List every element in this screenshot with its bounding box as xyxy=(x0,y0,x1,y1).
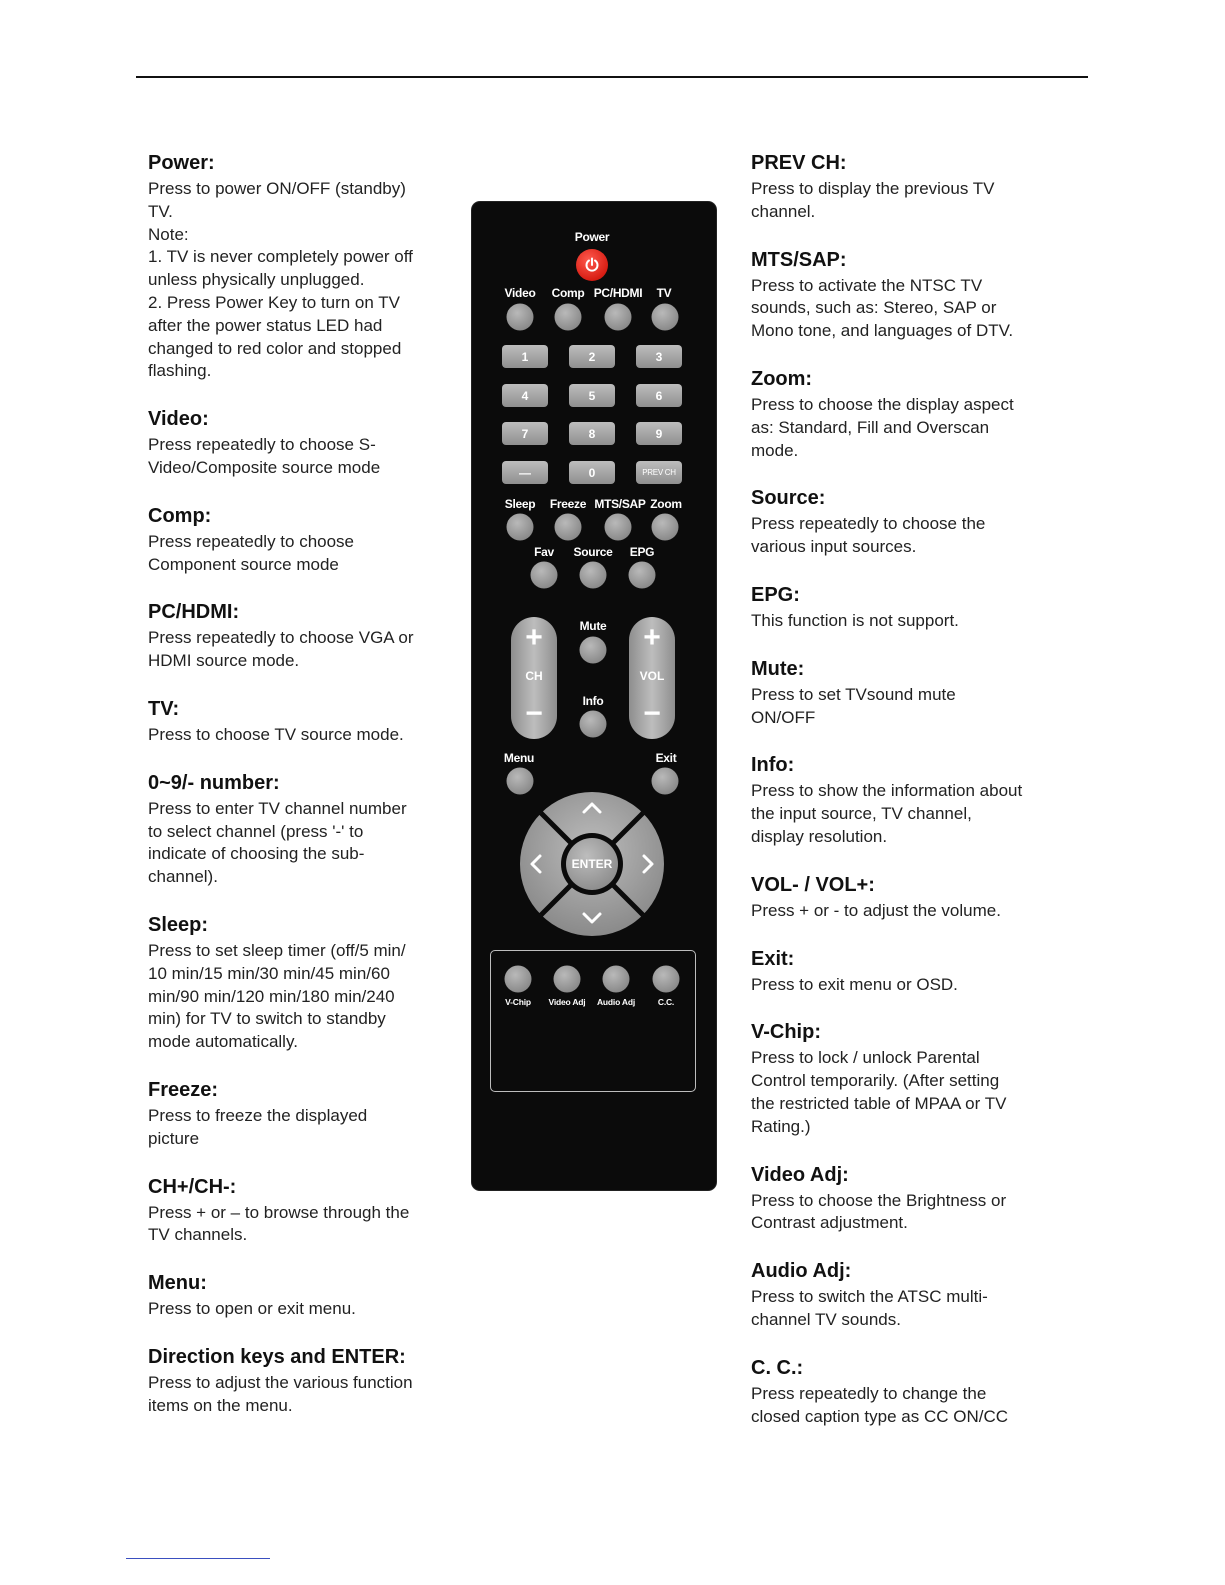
entry-description-line: to select channel (press '-' to xyxy=(148,821,364,841)
audio-adj-button xyxy=(603,966,630,993)
entry-title: Video: xyxy=(148,408,209,431)
entry-description-line: 2. Press Power Key to turn on TV xyxy=(148,292,400,312)
mts-sap-button xyxy=(605,514,632,541)
entry-description-line: Press to exit menu or OSD. xyxy=(751,974,958,994)
entry-description-line: channel TV sounds. xyxy=(751,1309,901,1329)
entry-description-line: Note: xyxy=(148,224,189,244)
entry-mts-sap xyxy=(751,247,1076,343)
entry-title: C. C.: xyxy=(751,1356,804,1379)
entry-description-line: Contrast adjustment. xyxy=(751,1213,908,1233)
zoom-label: Zoom xyxy=(650,497,682,511)
source-label: Source xyxy=(573,545,613,559)
entry-description-line: Rating.) xyxy=(751,1116,811,1136)
entry-title: CH+/CH-: xyxy=(148,1175,237,1198)
exit-label: Exit xyxy=(655,751,677,765)
enter-button: ENTER xyxy=(566,838,618,890)
remote-control-illustration xyxy=(472,202,716,1190)
power-icon xyxy=(584,257,600,273)
entry-description-line: Press to choose the display aspect xyxy=(751,394,1014,414)
num-key-5: 5 xyxy=(569,384,615,407)
entry-source xyxy=(751,485,1076,559)
entry-description-line: picture xyxy=(148,1128,200,1148)
entry-description-line: Press to set TVsound mute xyxy=(751,684,956,704)
entry-description-line: Press repeatedly to choose VGA or xyxy=(148,628,414,648)
v-chip-button xyxy=(505,966,532,993)
entry-exit xyxy=(751,946,1076,997)
entry-v-chip xyxy=(751,1019,1076,1138)
sleep-label: Sleep xyxy=(504,497,536,511)
entry-description-line: channel). xyxy=(148,867,218,887)
comp-button xyxy=(555,304,582,331)
info-label: Info xyxy=(582,694,604,708)
mute-button xyxy=(580,637,607,664)
entry-title: Zoom: xyxy=(751,367,813,390)
entry-description-line: ON/OFF xyxy=(751,707,816,727)
pchdmi-button xyxy=(605,304,632,331)
zoom-button xyxy=(652,514,679,541)
header-rule xyxy=(136,76,1088,78)
entry-description-line: Press to display the previous TV xyxy=(751,179,995,198)
entry-description-line: 10 min/15 min/30 min/45 min/60 xyxy=(148,963,390,983)
entry-video xyxy=(148,406,458,480)
entry-title: Source: xyxy=(751,487,826,510)
source-button xyxy=(580,562,607,589)
entry-description-line: after the power status LED had xyxy=(148,315,383,335)
entry-title: Freeze: xyxy=(148,1078,219,1101)
pchdmi-label: PC/HDMI xyxy=(593,286,643,300)
num-key-8: 8 xyxy=(569,422,615,445)
menu-button xyxy=(507,768,534,795)
num-key-1: 1 xyxy=(502,345,548,368)
entry-prev-ch xyxy=(751,150,1076,224)
entry-description-line: min/90 min/120 min/180 min/240 xyxy=(148,986,395,1006)
entry-description-line: Press + or - to adjust the volume. xyxy=(751,900,1001,920)
entry-title: Menu: xyxy=(148,1272,207,1295)
entry-power xyxy=(148,150,458,383)
entry-description-line: Press to open or exit menu. xyxy=(148,1299,356,1319)
num-key-2: 2 xyxy=(569,345,615,368)
entry-description-line: Press to set sleep timer (off/5 min/ xyxy=(148,940,406,960)
fav-label: Fav xyxy=(534,545,554,559)
entry-tv xyxy=(148,696,458,747)
entry-description-line: TV channels. xyxy=(148,1225,248,1245)
num-key-6: 6 xyxy=(636,384,682,407)
entry-direction-keys-and-enter xyxy=(148,1344,458,1418)
ch-plus-icon: + xyxy=(525,621,543,654)
entry-title: EPG: xyxy=(751,583,800,606)
left-column xyxy=(148,150,458,1441)
entry-title: PREV CH: xyxy=(751,152,847,174)
entry-title: VOL- / VOL+: xyxy=(751,873,875,896)
entry-description-line: This function is not support. xyxy=(751,610,959,630)
entry-description-line: display resolution. xyxy=(751,826,888,846)
power-label: Power xyxy=(574,230,610,244)
entry-description-line: channel. xyxy=(751,201,816,221)
menu-label: Menu xyxy=(503,751,535,765)
entry-description-line: Press + or – to browse through the xyxy=(148,1202,410,1222)
entry-description-line: various input sources. xyxy=(751,537,917,557)
ch-rocker xyxy=(511,617,557,739)
entry-description-line: the input source, TV channel, xyxy=(751,804,972,824)
entry-description-line: TV. xyxy=(148,201,173,221)
entry-description-line: Press to choose the Brightness or xyxy=(751,1190,1007,1210)
video-button xyxy=(507,304,534,331)
entry-freeze xyxy=(148,1077,458,1151)
mts-sap-label: MTS/SAP xyxy=(594,497,646,511)
video-label: Video xyxy=(504,286,536,300)
entry-description-line: Press repeatedly to choose xyxy=(148,531,355,551)
num-key-3: 3 xyxy=(636,345,682,368)
entry-description-line: as: Standard, Fill and Overscan xyxy=(751,417,990,437)
entry-description-line: indicate of choosing the sub- xyxy=(148,844,365,864)
entry-description-line: Press to lock / unlock Parental xyxy=(751,1048,980,1068)
entry-description-line: mode. xyxy=(751,440,799,460)
entry-description-line: Press to enter TV channel number xyxy=(148,798,407,818)
ch-minus-icon: − xyxy=(525,697,543,730)
entry-description-line: Press to adjust the various function xyxy=(148,1372,413,1392)
info-button xyxy=(580,711,607,738)
num-key-0: 0 xyxy=(569,461,615,484)
entry-title: Info: xyxy=(751,754,795,777)
sleep-button xyxy=(507,514,534,541)
entry-description-line: Press to choose TV source mode. xyxy=(148,724,404,744)
entry-ch-ch xyxy=(148,1174,458,1248)
entry-video-adj xyxy=(751,1162,1076,1236)
entry-description-line: Press to show the information about xyxy=(751,781,1023,801)
entry-title: Video Adj: xyxy=(751,1163,849,1186)
prev-ch-key: PREV CH xyxy=(636,461,682,484)
num-key-4: 4 xyxy=(502,384,548,407)
ch-label: CH xyxy=(525,669,543,683)
entry-mute xyxy=(751,656,1076,730)
entry-description-line: Press to activate the NTSC TV xyxy=(751,275,983,295)
entry-description-line: min) for TV to switch to standby xyxy=(148,1009,386,1029)
entry-sleep xyxy=(148,912,458,1054)
video-adj-button xyxy=(554,966,581,993)
vol-plus-icon: + xyxy=(643,621,661,654)
cc-button xyxy=(653,966,680,993)
entry-zoom xyxy=(751,366,1076,462)
mute-label: Mute xyxy=(579,619,607,633)
right-column xyxy=(751,150,1076,1451)
entry-description-line: Mono tone, and languages of DTV. xyxy=(751,321,1014,341)
entry-description-line: items on the menu. xyxy=(148,1395,293,1415)
power-button xyxy=(576,249,608,281)
vol-rocker xyxy=(629,617,675,739)
exit-button xyxy=(652,768,679,795)
entry-description-line: Press repeatedly to change the xyxy=(751,1383,987,1403)
video-adj-label: Video Adj xyxy=(548,997,586,1007)
entry-description-line: Press repeatedly to choose the xyxy=(751,514,986,534)
entry-title: Comp: xyxy=(148,504,212,527)
num-key-9: 9 xyxy=(636,422,682,445)
entry-audio-adj xyxy=(751,1258,1076,1332)
entry-description-line: unless physically unplugged. xyxy=(148,270,365,290)
entry-title: Mute: xyxy=(751,657,805,680)
dash-key: — xyxy=(502,461,548,484)
entry-title: Power: xyxy=(148,152,215,174)
entry-c-c xyxy=(751,1355,1076,1429)
entry-title: Sleep: xyxy=(148,913,209,936)
freeze-button xyxy=(555,514,582,541)
entry-pc-hdmi xyxy=(148,599,458,673)
entry-info xyxy=(751,752,1076,848)
entry-title: Direction keys and ENTER: xyxy=(148,1345,406,1368)
direction-pad xyxy=(517,792,669,937)
entry-description-line: Press to power ON/OFF (standby) xyxy=(148,179,406,198)
entry-epg xyxy=(751,582,1076,633)
fav-button xyxy=(531,562,558,589)
entry-description-line: Video/Composite source mode xyxy=(148,457,381,477)
audio-adj-label: Audio Adj xyxy=(596,997,636,1007)
entry-menu xyxy=(148,1270,458,1321)
entry-title: MTS/SAP: xyxy=(751,248,847,271)
entry-vol-vol xyxy=(751,872,1076,923)
entry-title: Audio Adj: xyxy=(751,1260,852,1283)
vol-minus-icon: − xyxy=(643,697,661,730)
entry-0-9-number xyxy=(148,770,458,889)
entry-description-line: the restricted table of MPAA or TV xyxy=(751,1093,1007,1113)
comp-label: Comp xyxy=(551,286,585,300)
epg-label: EPG xyxy=(629,545,655,559)
entry-description-line: 1. TV is never completely power off xyxy=(148,247,413,267)
entry-comp xyxy=(148,503,458,577)
entry-title: PC/HDMI: xyxy=(148,601,240,624)
entry-description-line: mode automatically. xyxy=(148,1032,298,1052)
entry-description-line: changed to red color and stopped xyxy=(148,338,402,358)
entry-description-line: flashing. xyxy=(148,361,212,381)
entry-title: V-Chip: xyxy=(751,1021,821,1044)
entry-description-line: Press to freeze the displayed xyxy=(148,1105,368,1125)
tv-button xyxy=(652,304,679,331)
entry-title: TV: xyxy=(148,697,180,720)
footer-link-underline xyxy=(126,1558,270,1559)
entry-description-line: Press repeatedly to choose S- xyxy=(148,435,376,455)
vol-label: VOL xyxy=(639,669,665,683)
entry-description-line: sounds, such as: Stereo, SAP or xyxy=(751,298,997,318)
entry-description-line: closed caption type as CC ON/CC xyxy=(751,1406,1008,1426)
epg-button xyxy=(629,562,656,589)
freeze-label: Freeze xyxy=(549,497,587,511)
entry-description-line: Component source mode xyxy=(148,554,339,574)
entry-title: 0~9/- number: xyxy=(148,771,280,794)
entry-description-line: Press to switch the ATSC multi- xyxy=(751,1287,988,1307)
entry-description-line: HDMI source mode. xyxy=(148,651,300,671)
entry-description-line: Control temporarily. (After setting xyxy=(751,1071,1000,1091)
num-key-7: 7 xyxy=(502,422,548,445)
cc-label: C.C. xyxy=(657,997,675,1007)
tv-label: TV xyxy=(656,286,672,300)
v-chip-label: V-Chip xyxy=(505,997,531,1007)
entry-title: Exit: xyxy=(751,947,795,970)
